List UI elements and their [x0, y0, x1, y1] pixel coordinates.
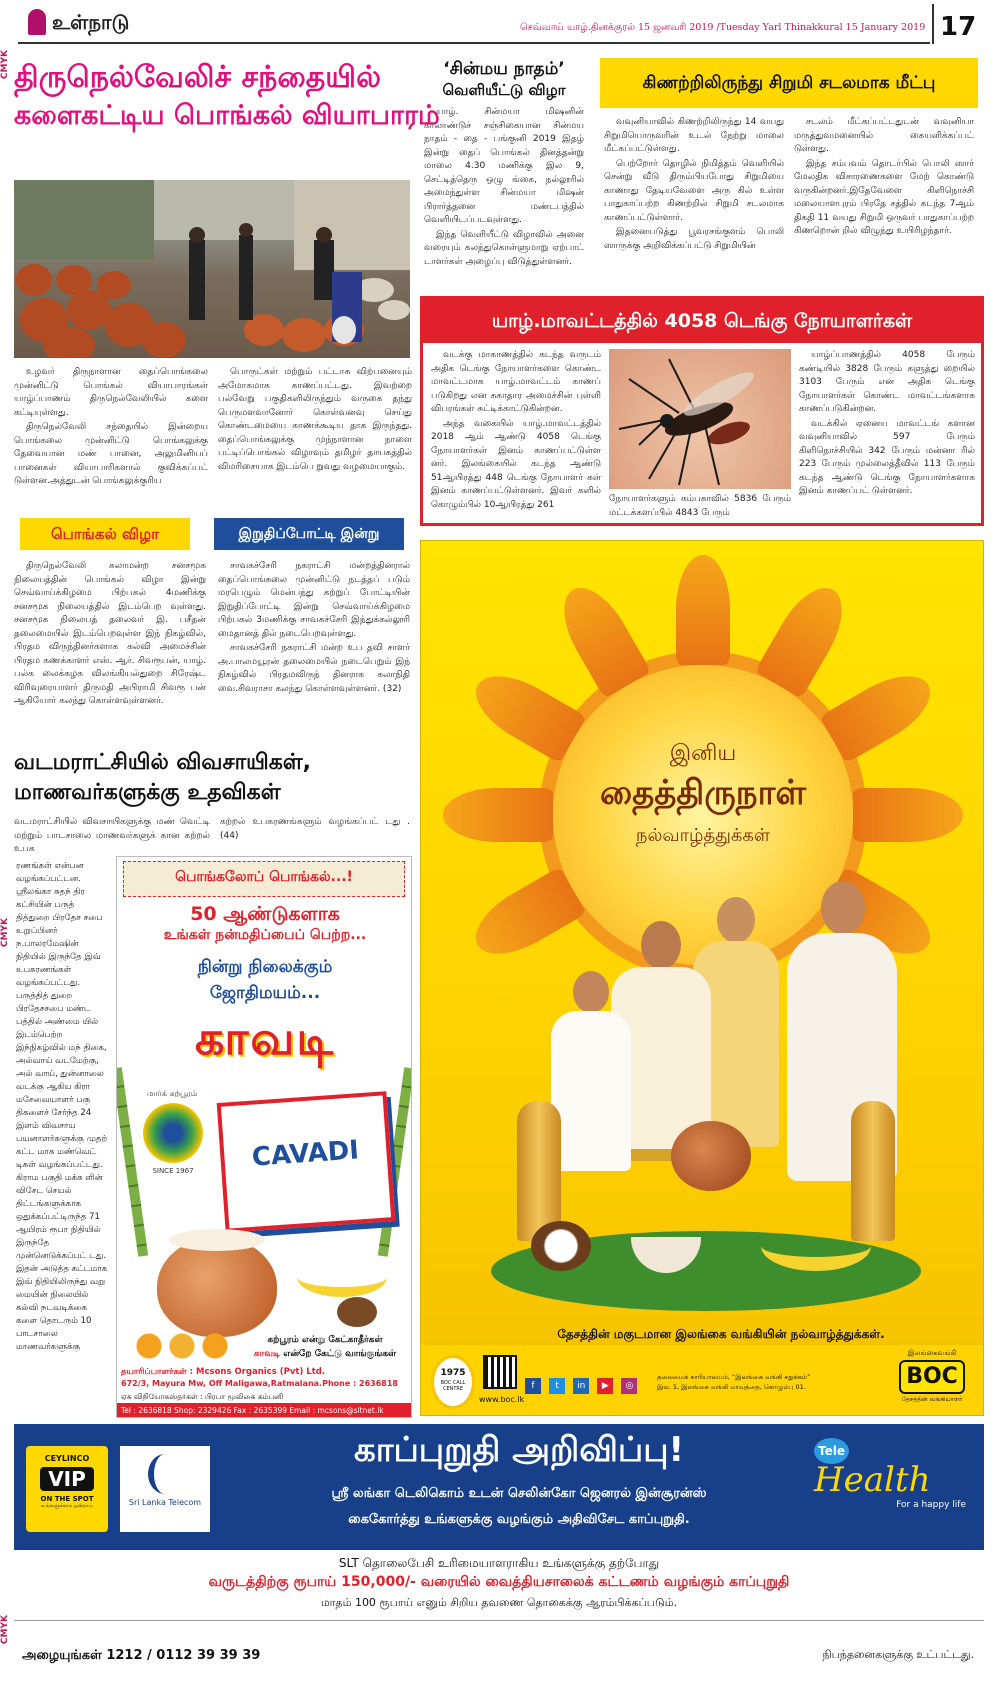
kavadi-since: SINCE 1967	[152, 1167, 194, 1175]
cmyk-mark-top: CMYK	[0, 50, 10, 80]
article-column-2	[218, 560, 410, 738]
article-vadamarachchi	[14, 748, 412, 858]
dateline: செவ்வாய் யாழ்.தினக்குரல் 15 ஜனவரி 2019 /Tuesday Yarl Thinakkural 15 January 2019	[520, 22, 926, 33]
kavadi-maker: தயாரிப்பாளர்கள் : Mcsons Organics (Pvt) Ltd.	[121, 1367, 326, 1377]
ceylinco-logo	[26, 1446, 108, 1532]
article-headline: கிணற்றிலிருந்து சிறுமி சடலமாக மீட்பு	[600, 58, 978, 108]
boc-greeting: தேசத்தின் மகுடமான இலங்கை வங்கியின் நல்வாழ்த்துக்கள்.	[557, 1327, 885, 1341]
social-icons	[525, 1373, 637, 1394]
banana-icon	[297, 1257, 387, 1297]
boc-logo	[889, 1349, 975, 1413]
call-centre-label: BOC CALL CENTRE	[440, 1380, 466, 1392]
boc-line-3: நல்வாழ்த்துக்கள்	[635, 825, 771, 846]
offer-line-1: SLT தொலைபேசி உரிமையாளராகிய உங்களுக்கு தற்போது	[338, 1556, 660, 1570]
boc-head-office: தலைமைக் காரியாலயம், “இலங்கை வங்கி சதுக்கம்”	[657, 1373, 811, 1381]
section-label: உள்நாடு	[52, 10, 130, 34]
ceylinco-vip: VIP	[40, 1467, 94, 1491]
paragraph: வவுனியாவில் கிணற்றிலிருந்து 14 வயது சிறுமியொருவரின் உடல் நேற்று மாலை மீட்கப்பட்டுள்ளது.	[604, 117, 784, 154]
pottery-market-photo	[14, 180, 410, 358]
kavadi-tagline-2	[237, 1349, 412, 1360]
website-label[interactable]: www.boc.lk	[479, 1395, 525, 1404]
call-number[interactable]: அழையுங்கள் 1212 / 0112 39 39 39	[22, 1648, 261, 1663]
paragraph: இதனையடுத்து பூவரசங்குளம் பொலி ஸாருக்கு அறிவிக்கப்பட்டு சிறுமியின்	[604, 227, 784, 251]
kavadi-distributor: ஏக விநியோகஸ்தர்கள் : பிரபா மூலிகை கம்பனி	[121, 1392, 284, 1401]
under-image-text: நோயாளர்களும் கம்பகாவில் 5836 பேரும் மட்டக்களப்பில் 4843 பேரும்	[609, 494, 791, 518]
pot-rice-icon	[169, 1229, 265, 1251]
article-top-column-2: கற்றல் உபகரணங்களும் வழங்கப்பட் டது .(44)	[220, 817, 410, 841]
paragraph: பொருட்கள் மற்றும் பட்டாசு விற்பனையும் அமோகமாக காணப்பட்டது. இவற்றை பல்வேறு பகுதிகளிலிருந்தும் வருகை தந்து பெருமளவானோர் கொள்வனவு செய்து கொண்டமையை காணக்கூடிய தாக இருந்தது. தைப்பொங்கலுக்கு முந்நாளான நாளை பட்டிப்பொங்கல் விழாவும் தமிழர் தாயகத்தில் விமரிசையாக இடம்பெ றுவது வழமையாகும்.	[218, 367, 412, 472]
article-chinmaya-natham	[424, 58, 584, 288]
camphor-box-brand: CAVADI	[250, 1135, 360, 1173]
kavadi-line-3: உங்கள் நன்மதிப்பைப் பெற்ற...	[163, 927, 367, 943]
insurance-footer-rule	[14, 1620, 984, 1621]
badge-final-today: இறுதிப்போட்டி இன்று	[214, 518, 404, 550]
slt-logo	[120, 1446, 210, 1532]
kavadi-tagline-1: கற்பூரம் என்று கேட்காதீர்கள்	[267, 1335, 383, 1345]
insurance-title: காப்புறுதி அறிவிப்பு!	[353, 1430, 685, 1470]
article-narrow-column: ரணங்கள் என்பன வழங்கப்பட்டன. ஸ்ரீலங்கா சுதந் திர கட்சியின் பருத் தித்துறை பிரதேச சபை உறுப்பினர் ந.பாலரமேஷின் நிதியில் இருந்தே இவ் உபகரணங்கள் வழங்கப்பட்டது. பருத்தித் துறை பிரதேசசபை மண்ட பத்தில் அண்மை யில் இடம்பெற்ற இந்நிகழ்வில் மந் திகை, அல்வாய் வடமேற்கு, அல் வாய், துன்னாலை வடக்கு ஆகிய கிரா மசேவையாளர் பகு திகளைச் சேர்ந்த 24 இளம் விவசாய பயனாளர்களுக்கு முதற் கட்ட மாக மண்வெட் டிகள் வழங்கப்பட்டது. கிராம பகுதி மக்க ளின் விசேட செயல் திட்டங்களுக்காக ஒதுக்கப்பட்டிருந்த 71 ஆயிரம் ரூபா நிதியில் இருந்தே முன்னெடுக்கப்பட் டது. இதன் அடுத்த கட்டமாக இவ் நிதியிலிருந்து வறு மையின் நிலையில் கல்வி நடவடிக்கை களை தொடரும் 10 பாடசாலை மாணவர்களுக்கு	[16, 861, 108, 1352]
cmyk-mark-bottom: CMYK	[0, 1615, 10, 1645]
cmyk-mark-middle: CMYK	[0, 918, 10, 948]
mosquito-photo	[609, 349, 791, 489]
article-column-1	[604, 116, 784, 286]
offer-line-2: வருடத்திற்கு ரூபாய் 150,000/- வரையில் வைத்தியசாலைக் கட்டணம் வழங்கும் காப்புறுதி	[208, 1574, 790, 1590]
boc-line-1: இனிய	[669, 741, 737, 766]
paragraph: திருநெல்வேலி கலாமன்ற சனசமூக நிலையத்தின் பொங்கல் விழா இன்று செவ்வாய்க்கிழமை பிற்பகல் 4மணிக்கு சனசமூக நிலையத்தில் இடம்பெற வுள்ளது. சனசமூக நிலையத் தலைவர் இ. பசீதன் தலைமையில் இடம்பெறவுள்ள இந் நிகழ்வில், பிரதம விருந்தினர்களாக கல்வி அமைச்சின் பிரதம கணக்காளர் எஸ். ஆர். சிவரூபன், யாழ். பல்க லைக்கழக விலங்கியல்துறை சிரேஷ்ட விரிவுரையாளர் திருமதி அபிராமி சிவரூ பன் ஆகியோர் கலந்து கொள்ளவுள்ளனர்.	[14, 561, 206, 706]
bananas-icon	[761, 1221, 871, 1271]
article-headline-2: களைகட்டிய பொங்கல் வியாபாரம்	[14, 100, 440, 131]
boc-logo-sub: தேசத்தின் வங்கியாளர்	[901, 1396, 963, 1403]
article-pongal-market	[14, 58, 440, 498]
boc-advertisement	[420, 540, 984, 1416]
kavadi-address: 672/3, Mayura Mw, Off Maligawa,Ratmalana.Phone : 2636818	[121, 1379, 398, 1388]
article-headline: வடமராட்சியில் விவசாயிகள்,	[14, 750, 311, 775]
slt-swoosh-icon	[148, 1454, 182, 1494]
slt-name: Sri Lanka Telecom	[128, 1498, 202, 1507]
ceylinco-name: CEYLINCO	[44, 1454, 90, 1463]
article-headline-2: வெளியீட்டு விழா	[442, 81, 566, 99]
peacock-logo-icon	[143, 1103, 203, 1163]
terms-label: நிபந்தனைகளுக்கு உட்பட்டது.	[822, 1648, 974, 1661]
call-centre-badge	[431, 1355, 475, 1409]
pongal-pot-icon	[157, 1237, 277, 1337]
article-body	[424, 106, 584, 276]
kavadi-contact-strip	[117, 1403, 412, 1418]
section-logo-icon	[28, 9, 46, 35]
kavadi-line-4: நின்று நிலைக்கும்	[197, 957, 333, 977]
camphor-box	[217, 1091, 396, 1233]
facebook-icon[interactable]: f	[525, 1378, 541, 1394]
boy-figure	[551, 971, 631, 1171]
article-well	[600, 58, 978, 290]
insurance-advertisement	[14, 1424, 984, 1676]
youtube-icon[interactable]: ▶	[597, 1378, 613, 1394]
offer-line-3: மாதம் 100 ரூபாய் எனும் சிறிய தவணை தொகைக்கு ஆரம்பிக்கப்படும்.	[320, 1596, 678, 1609]
paragraph: இந்த வெளியீட்டு விழாவில் அனை வரையும் கலந்துகொள்ளுமாறு ஏற்பாட் டாளர்கள் அழைப்பு விடுத்துள்ளனர்.	[424, 229, 584, 267]
clay-pot-icon	[671, 1121, 751, 1191]
kavadi-mark: மார்க் கற்பூரம்	[147, 1089, 198, 1098]
call-centre-number: 1975	[440, 1368, 466, 1378]
boc-head-address: இல. 1, இலங்கை வங்கி மாவத்தை, கொழும்பு 01.	[657, 1383, 806, 1391]
kavadi-contact: Tel : 2636818 Shop: 2329426 Fax : 2635399 Email : mcsons@sltnet.lk	[121, 1406, 384, 1415]
laddu-sweets-icon	[127, 1327, 237, 1365]
paragraph: யாழ். சின்மயா மிஷனின் காலாண்டுச் சஞ்சிகையான சின்மய நாதம் - தை - பங்குனி 2019 இதழ் இன்று தைப் பொங்கல் தினத்தன்று மாலை 4.30 மணிக்கு இல 9, செட்டித்தெரு ஒழு ங்கை, நல்லூரில் அமைந்துள்ள சின்மயா மிஷன் பிரார்த்தனை மண்டபத்தில் வெளியிடப்படவுள்ளது.	[424, 107, 584, 225]
article-headline: யாழ்.மாவட்டத்தில் 4058 டெங்கு நோயாளர்கள்	[423, 299, 981, 343]
article-column-3	[799, 349, 975, 521]
paragraph: இந்த சம்பவம் தொடர்பில் பொலி ஸார் மேலதிக விசாரணைகளை மேற் கொண்டு வருகின்றனர்.இதேவேளை கிளிநொச்சி மலையாளபுரம் பிரதே சத்தில் கடந்த 7ஆம் திகதி 11 வயது சிறுமி ஒருவர் பாதுகாப்பற்ற கிணறொன் றில் விழுந்து உயிரிழந்தார்.	[794, 158, 974, 236]
paragraph: சாவகச்சேரி நகராட்சி மன்ற உப தவி சாளர் அ.பாலமயூரன் தலைமையில் நடைபெறும் இந் நிகழ்வில் பிரதமவிருந் தினராக கலாநிதி வை.சிவராசா கலந்து கொள்ளவுள்ளனர். (32)	[218, 643, 410, 694]
ceylinco-on-the-spot: ON THE SPOT	[40, 1495, 94, 1503]
page-header	[0, 0, 1000, 46]
kavadi-tagline-rest: என்றே கேட்டு வாங்குங்கள்	[283, 1349, 397, 1359]
insurance-banner	[14, 1424, 984, 1550]
health-sub: For a happy life	[896, 1500, 966, 1510]
paragraph: சாவகச்சேரி நகராட்சி மன்றத்தினரால் தைப்பொங்கலை முன்னிட்டு நடத்தப் படும் மரபெழும் மென்பந்து கற்றுப் போட்டியின் இறுதிப்போட்டி இன்று செவ்வாய்க்கிழமை பிற்பகல் 3மணிக்கு சாவகச்சேரி இந்துக்கல்லூரி மைதானத் தில் நடைபெறவுள்ளது.	[218, 561, 410, 639]
paragraph: திருநெல்வேலி சந்தையில் இன்றைய பொங்கலை முன்னிட்டு பொங்கலுக்கு தேவையான மண் பானை, அலுமினியப் பானைகள் வியாபாரிகளால் குவிக்கப்பட் டுள்ளன.அத்துடன் பொங்கலுக்குரிய	[14, 422, 208, 486]
page-number: 17	[940, 12, 977, 42]
article-top-column-1: வடமராட்சியில் விவசாயிகளுக்கு மண் வெட்டி மற்றும் பாடசாலை மாணவர்களுக் கான கற்றல் உபக	[14, 817, 210, 854]
boc-logo-top: இலங்கைவங்கி	[907, 1349, 957, 1357]
paragraph: வடக்கு மாகாணத்தில் கடந்த வருடம் அதிக டெங்கு நோயாளர்களை கொண்ட மாவட்டமாக யாழ்.மாவட்டம் காணப் படுகிறது என சுகாதார அமைச்சின் புள்ளி விபரங்கள் சுட்டிக்காட்டுகின்றன.	[431, 350, 601, 414]
header-rule	[18, 42, 930, 44]
kavadi-line-1: பொங்கலோப் பொங்கல்...!	[175, 869, 353, 885]
paragraph: வடக்கில் ஏனைய மாவட்டங் களான வவுனியாவில் 597 பேரும் கிளிநொச்சியில் 342 பேரும் மன்னா ரில் 223 பேரும் முல்லைத்தீவில் 113 பேரும் கடந்த ஆண்டு டெங்கு நோயாளர்களாக இனம் காணப்பட் டுள்ளனர்.	[799, 418, 975, 496]
article-dengue	[420, 296, 984, 526]
ceylinco-on-the-spot-ta: உங்களுக்காக ஒன்றாய்	[41, 1503, 93, 1509]
coconut-half-icon	[531, 1221, 591, 1271]
kavadi-line-5: ஜோதிமயம்...	[209, 983, 321, 1003]
article-headline: திருநெல்வேலிச் சந்தையில்	[14, 60, 381, 95]
paragraph: உழவர் திருநாளான தைப்பொங்கலை முன்னிட்டு பொங்கல் வியாபாரங்கள் யாழ்ப்பாணம் திருநெல்வேலியில் களை கட்டியுள்ளது.	[14, 367, 208, 418]
insurance-subtitle-2: கைகோர்த்து உங்களுக்கு வழங்கும் அதிவிசேட காப்புறுதி.	[348, 1512, 690, 1527]
oil-lamp-left-icon	[517, 1101, 561, 1241]
linkedin-icon[interactable]: in	[573, 1378, 589, 1394]
insurance-subtitle-1: ஸ்ரீ லங்கா டெலிகொம் உடன் செலின்கோ ஜெனரல் இன்சூரன்ஸ்	[331, 1486, 707, 1501]
sugarcane-left-icon	[116, 1067, 148, 1257]
article-column-2	[218, 366, 412, 496]
badge-pongal-festival: பொங்கல் விழா	[20, 518, 190, 550]
header-vertical-rule	[932, 4, 934, 44]
article-pongal-events	[14, 512, 412, 742]
paragraph: சடலம் மீட்கப்பட்டதுடன் வவுனியா மருத்துவமனையில் கையளிக்கப்பட் டுள்ளது.	[794, 117, 974, 154]
oil-lamp-right-icon	[851, 1101, 895, 1241]
instagram-icon[interactable]: ◎	[621, 1378, 637, 1394]
boc-line-2: தைத்திருநாள்	[599, 773, 807, 813]
health-text: Health	[814, 1460, 931, 1500]
kavadi-line-2: 50 ஆண்டுகளாக	[190, 903, 340, 925]
twitter-icon[interactable]: t	[549, 1378, 565, 1394]
paragraph: யாழ்ப்பாணத்தில் 4058 பேரும் கண்டியில் 3828 பேரும் களுத்து றையில் 3103 பேரும் என அதிக டெங்கு நோயாளர்கள் கொண்ட மாவட்டங்களாக காணப்படுகின்றன.	[799, 350, 975, 414]
kavadi-tagline-brand: காவடி	[253, 1349, 281, 1359]
boc-logo-text: BOC	[899, 1360, 965, 1394]
sun-ray	[755, 576, 857, 698]
paragraph: பெற்றோர் தொழில் நிமித்தம் வெளியில் சென்று வீடு திரும்பியபோது சிறுமியை காணாது தேடியவேளை அரு கில் உள்ள பாதுகாப்பற்ற கிணற்றில் சிறுமி சடலமாக காணப்பட்டுள்ளார்.	[604, 158, 784, 223]
paragraph: அந்த வகையில் யாழ்.மாவட்டத்தில் 2018 ஆம் ஆண்டு 4058 டெங்கு நோயாளர்கள் இனம் காணப்பட்டுள்ள னர். இலங்கையில் கடந்த ஆண்டு 51ஆயிரத்து 448 டெங்கு நோயாளர் கள் இனம் காணப்பட்டுள்ளனர். இவர் களில் கொழும்பில் 10ஆயிரத்து 261	[431, 418, 601, 510]
article-column-1	[14, 560, 206, 738]
article-column-2	[794, 116, 974, 286]
article-headline: ‘சின்மய நாதம்’	[443, 59, 565, 79]
sun-ray	[550, 576, 652, 698]
telehealth-logo	[814, 1438, 974, 1538]
kavadi-advertisement	[116, 856, 412, 1418]
article-headline-2: மாணவர்களுக்கு உதவிகள்	[14, 780, 281, 805]
article-column-1	[431, 349, 601, 521]
tele-badge: Tele	[814, 1438, 849, 1464]
article-column-1	[14, 366, 208, 496]
qr-code-icon	[483, 1355, 517, 1389]
coconut-icon	[337, 1297, 377, 1327]
kavadi-brand: காவடி	[194, 1011, 336, 1065]
boc-footer	[421, 1345, 984, 1416]
sun-ray	[676, 555, 730, 665]
